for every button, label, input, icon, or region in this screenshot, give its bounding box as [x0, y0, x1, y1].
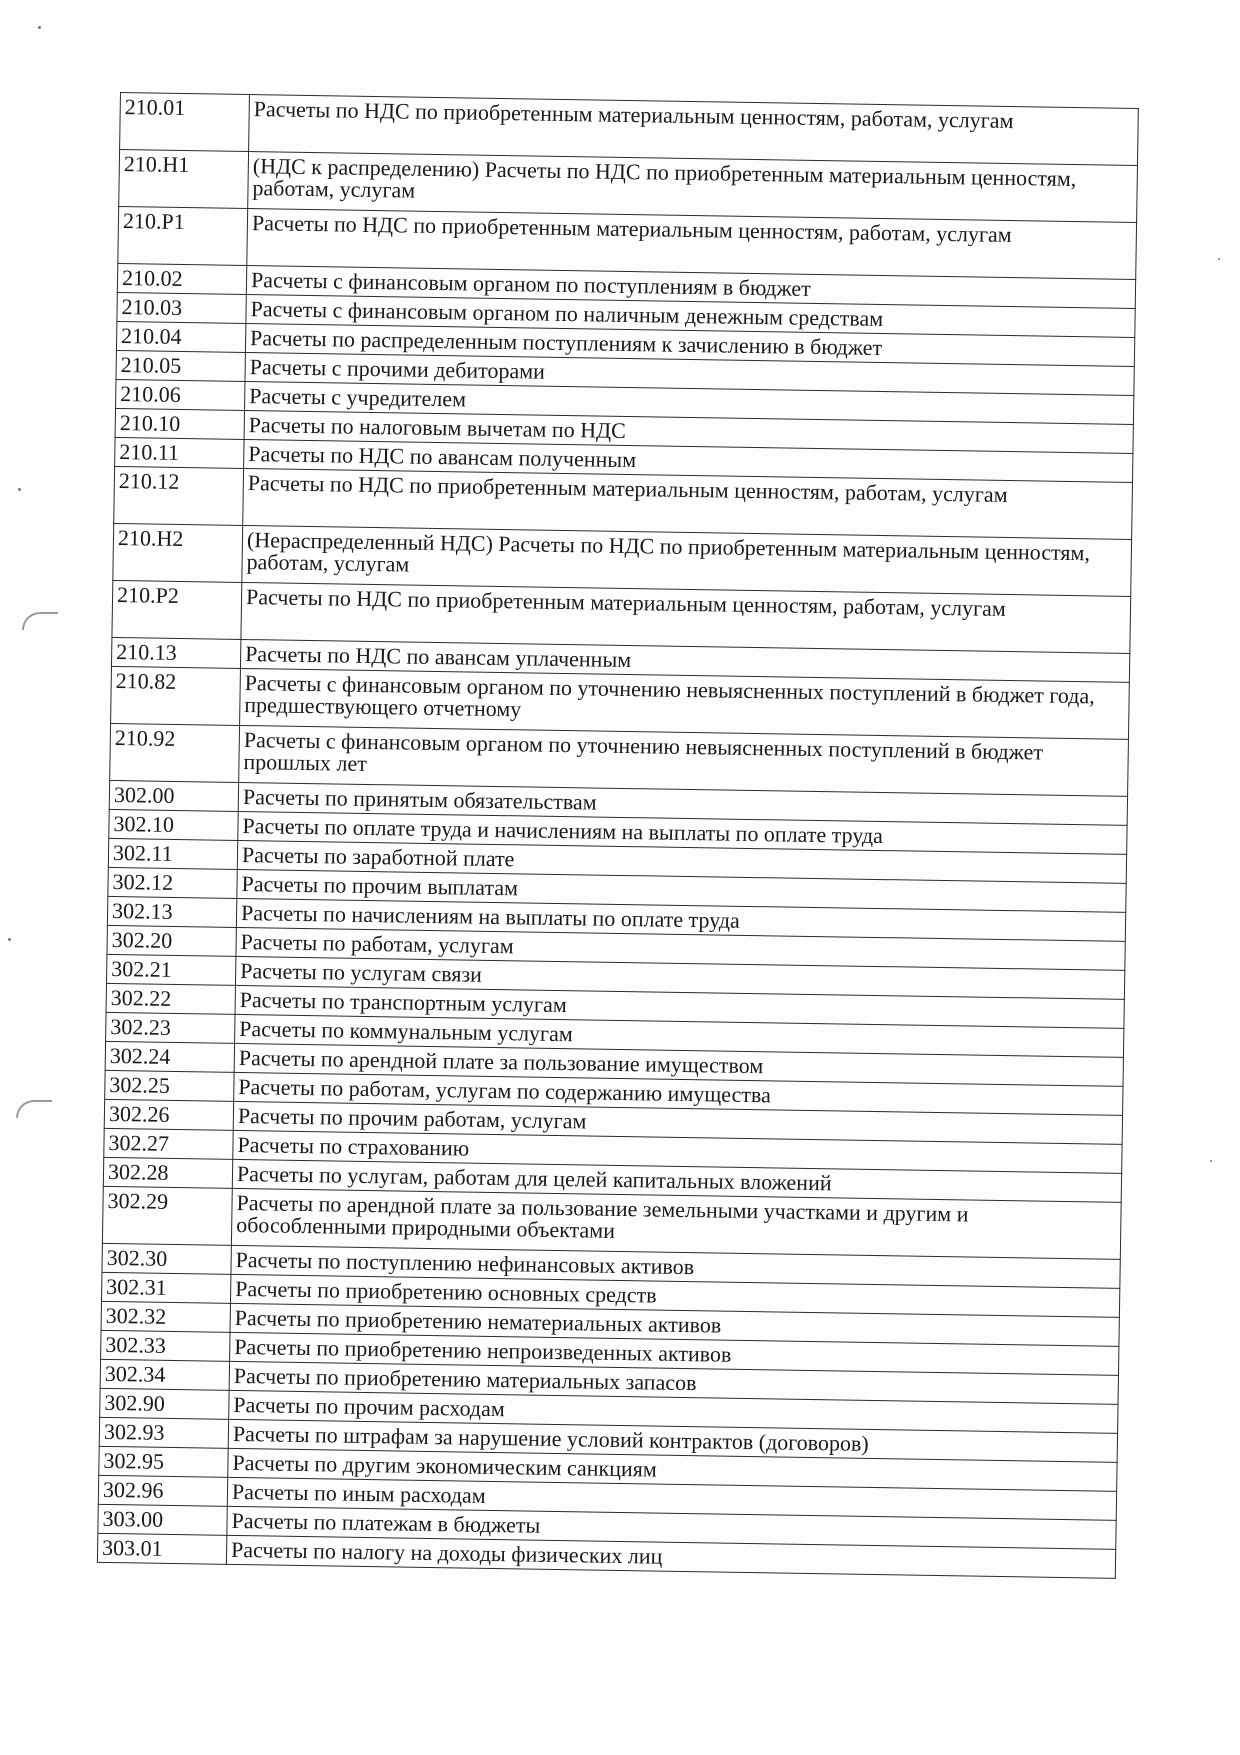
- account-name-cell: Расчеты по страхованию: [233, 1130, 1122, 1173]
- account-name-cell: Расчеты по НДС по приобретенным материальным ценностям, работам, услугам: [241, 582, 1131, 653]
- account-name-cell: (НДС к распределению) Расчеты по НДС по приобретенным материальным ценностям, работам, услугам: [248, 152, 1138, 223]
- account-code-cell: 302.29: [102, 1186, 232, 1245]
- account-code-cell: 210.92: [110, 723, 240, 782]
- account-code-cell: 302.26: [104, 1099, 233, 1130]
- account-name-cell: Расчеты по платежам в бюджеты: [227, 1506, 1116, 1549]
- account-name-cell: Расчеты по прочим работам, услугам: [233, 1101, 1122, 1144]
- account-name-cell: Расчеты с учредителем: [245, 381, 1134, 424]
- account-code-cell: 210.03: [117, 292, 246, 323]
- account-code-cell: 303.00: [98, 1504, 227, 1535]
- account-name-cell: Расчеты по другим экономическим санкциям: [228, 1448, 1117, 1491]
- account-code-cell: 210.12: [114, 466, 244, 525]
- account-code-cell: 210.05: [116, 350, 245, 381]
- account-code-cell: 302.93: [99, 1417, 228, 1448]
- account-name-cell: Расчеты по начислениям на выплаты по оплате труда: [236, 898, 1125, 941]
- account-name-cell: Расчеты по работам, услугам: [236, 927, 1125, 970]
- account-code-cell: 210.10: [115, 408, 244, 439]
- account-code-cell: 302.21: [106, 954, 235, 985]
- account-code-cell: 210.Р1: [118, 206, 248, 265]
- account-name-cell: Расчеты по принятым обязательствам: [238, 782, 1127, 825]
- account-name-cell: Расчеты по налоговым вычетам по НДС: [244, 410, 1133, 453]
- account-name-cell: Расчеты по налогу на доходы физических лиц: [226, 1535, 1115, 1578]
- account-code-cell: 210.13: [111, 637, 240, 668]
- account-code-cell: 210.02: [117, 263, 246, 294]
- account-name-cell: Расчеты по арендной плате за пользование земельными участками и другим и обособленными природными объектами: [231, 1188, 1121, 1259]
- account-name-cell: Расчеты по НДС по приобретенным материальным ценностям, работам, услугам: [243, 468, 1133, 539]
- account-code-cell: 302.20: [107, 925, 236, 956]
- account-name-cell: Расчеты с прочими дебиторами: [245, 353, 1134, 396]
- account-code-cell: 210.11: [115, 437, 244, 468]
- account-name-cell: Расчеты по прочим расходам: [229, 1390, 1118, 1433]
- punch-hole-mark: [22, 612, 58, 630]
- account-name-cell: Расчеты по приобретению материальных запасов: [229, 1361, 1118, 1404]
- account-code-cell: 303.01: [97, 1533, 226, 1564]
- account-name-cell: Расчеты по заработной плате: [237, 840, 1126, 883]
- account-code-cell: 302.31: [102, 1272, 231, 1303]
- scan-speck: [1210, 1160, 1212, 1162]
- account-code-cell: 302.33: [101, 1330, 230, 1361]
- account-code-cell: 210.82: [111, 666, 241, 725]
- account-code-cell: 210.Р2: [112, 580, 242, 639]
- account-name-cell: Расчеты с финансовым органом по уточнению невыясненных поступлений в бюджет года, предшествующего отчетному: [240, 668, 1130, 739]
- account-name-cell: Расчеты по приобретению основных средств: [230, 1274, 1119, 1317]
- account-name-cell: Расчеты по НДС по приобретенным материальным ценностям, работам, услугам: [249, 95, 1139, 166]
- account-name-cell: Расчеты по штрафам за нарушение условий контрактов (договоров): [228, 1419, 1117, 1462]
- account-name-cell: Расчеты по НДС по авансам уплаченным: [240, 639, 1129, 682]
- account-code-cell: 302.11: [108, 838, 237, 869]
- account-code-cell: 302.10: [109, 809, 238, 840]
- account-name-cell: Расчеты по транспортным услугам: [235, 985, 1124, 1028]
- account-code-cell: 302.13: [107, 896, 236, 927]
- account-code-cell: 210.Н2: [113, 523, 243, 582]
- account-name-cell: Расчеты по оплате труда и начислениям на выплаты по оплате труда: [238, 811, 1127, 854]
- account-name-cell: Расчеты по распределенным поступлениям к зачислению в бюджет: [245, 324, 1134, 367]
- account-name-cell: Расчеты по НДС по авансам полученным: [244, 439, 1133, 482]
- account-name-cell: Расчеты по поступлению нефинансовых активов: [231, 1245, 1120, 1288]
- account-code-cell: 302.96: [98, 1475, 227, 1506]
- scan-speck: [38, 26, 41, 29]
- scan-speck: [1218, 258, 1220, 260]
- account-name-cell: Расчеты по НДС по приобретенным материальным ценностям, работам, услугам: [247, 209, 1137, 280]
- accounts-table: [97, 92, 1139, 1579]
- account-name-cell: Расчеты по коммунальным услугам: [235, 1014, 1124, 1057]
- account-code-cell: 302.27: [104, 1128, 233, 1159]
- account-code-cell: 302.22: [106, 983, 235, 1014]
- punch-hole-mark: [16, 1100, 52, 1118]
- account-code-cell: 302.34: [100, 1359, 229, 1390]
- account-name-cell: Расчеты по услугам, работам для целей капитальных вложений: [232, 1159, 1121, 1202]
- account-code-cell: 302.24: [105, 1041, 234, 1072]
- account-code-cell: 302.32: [101, 1301, 230, 1332]
- account-name-cell: Расчеты по приобретению нематериальных активов: [230, 1303, 1119, 1346]
- account-code-cell: 302.90: [100, 1388, 229, 1419]
- account-code-cell: 302.95: [99, 1446, 228, 1477]
- account-name-cell: Расчеты с финансовым органом по наличным денежным средствам: [246, 295, 1135, 338]
- account-code-cell: 302.25: [105, 1070, 234, 1101]
- account-name-cell: Расчеты по арендной плате за пользование имуществом: [234, 1043, 1123, 1086]
- account-name-cell: Расчеты с финансовым органом по уточнению невыясненных поступлений в бюджет прошлых лет: [239, 725, 1129, 796]
- account-code-cell: 210.Н1: [119, 150, 249, 209]
- account-name-cell: (Нераспределенный НДС) Расчеты по НДС по приобретенным материальным ценностям, работам, услугам: [242, 525, 1132, 596]
- account-name-cell: Расчеты с финансовым органом по поступлениям в бюджет: [246, 266, 1135, 309]
- account-code-cell: 302.28: [103, 1157, 232, 1188]
- account-name-cell: Расчеты по прочим выплатам: [237, 869, 1126, 912]
- account-name-cell: Расчеты по иным расходам: [227, 1477, 1116, 1520]
- account-code-cell: 302.30: [102, 1243, 231, 1274]
- account-code-cell: 302.12: [108, 867, 237, 898]
- account-name-cell: Расчеты по услугам связи: [235, 956, 1124, 999]
- account-code-cell: 210.01: [120, 93, 250, 152]
- account-code-cell: 302.23: [106, 1012, 235, 1043]
- account-name-cell: Расчеты по приобретению непроизведенных активов: [230, 1332, 1119, 1375]
- account-code-cell: 210.06: [116, 379, 245, 410]
- scan-speck: [18, 488, 21, 491]
- scan-speck: [8, 938, 11, 941]
- account-code-cell: 302.00: [109, 780, 238, 811]
- account-code-cell: 210.04: [116, 321, 245, 352]
- account-name-cell: Расчеты по работам, услугам по содержанию имущества: [234, 1072, 1123, 1115]
- accounts-table-body: [97, 93, 1138, 1579]
- accounts-table-container: [97, 92, 1120, 1579]
